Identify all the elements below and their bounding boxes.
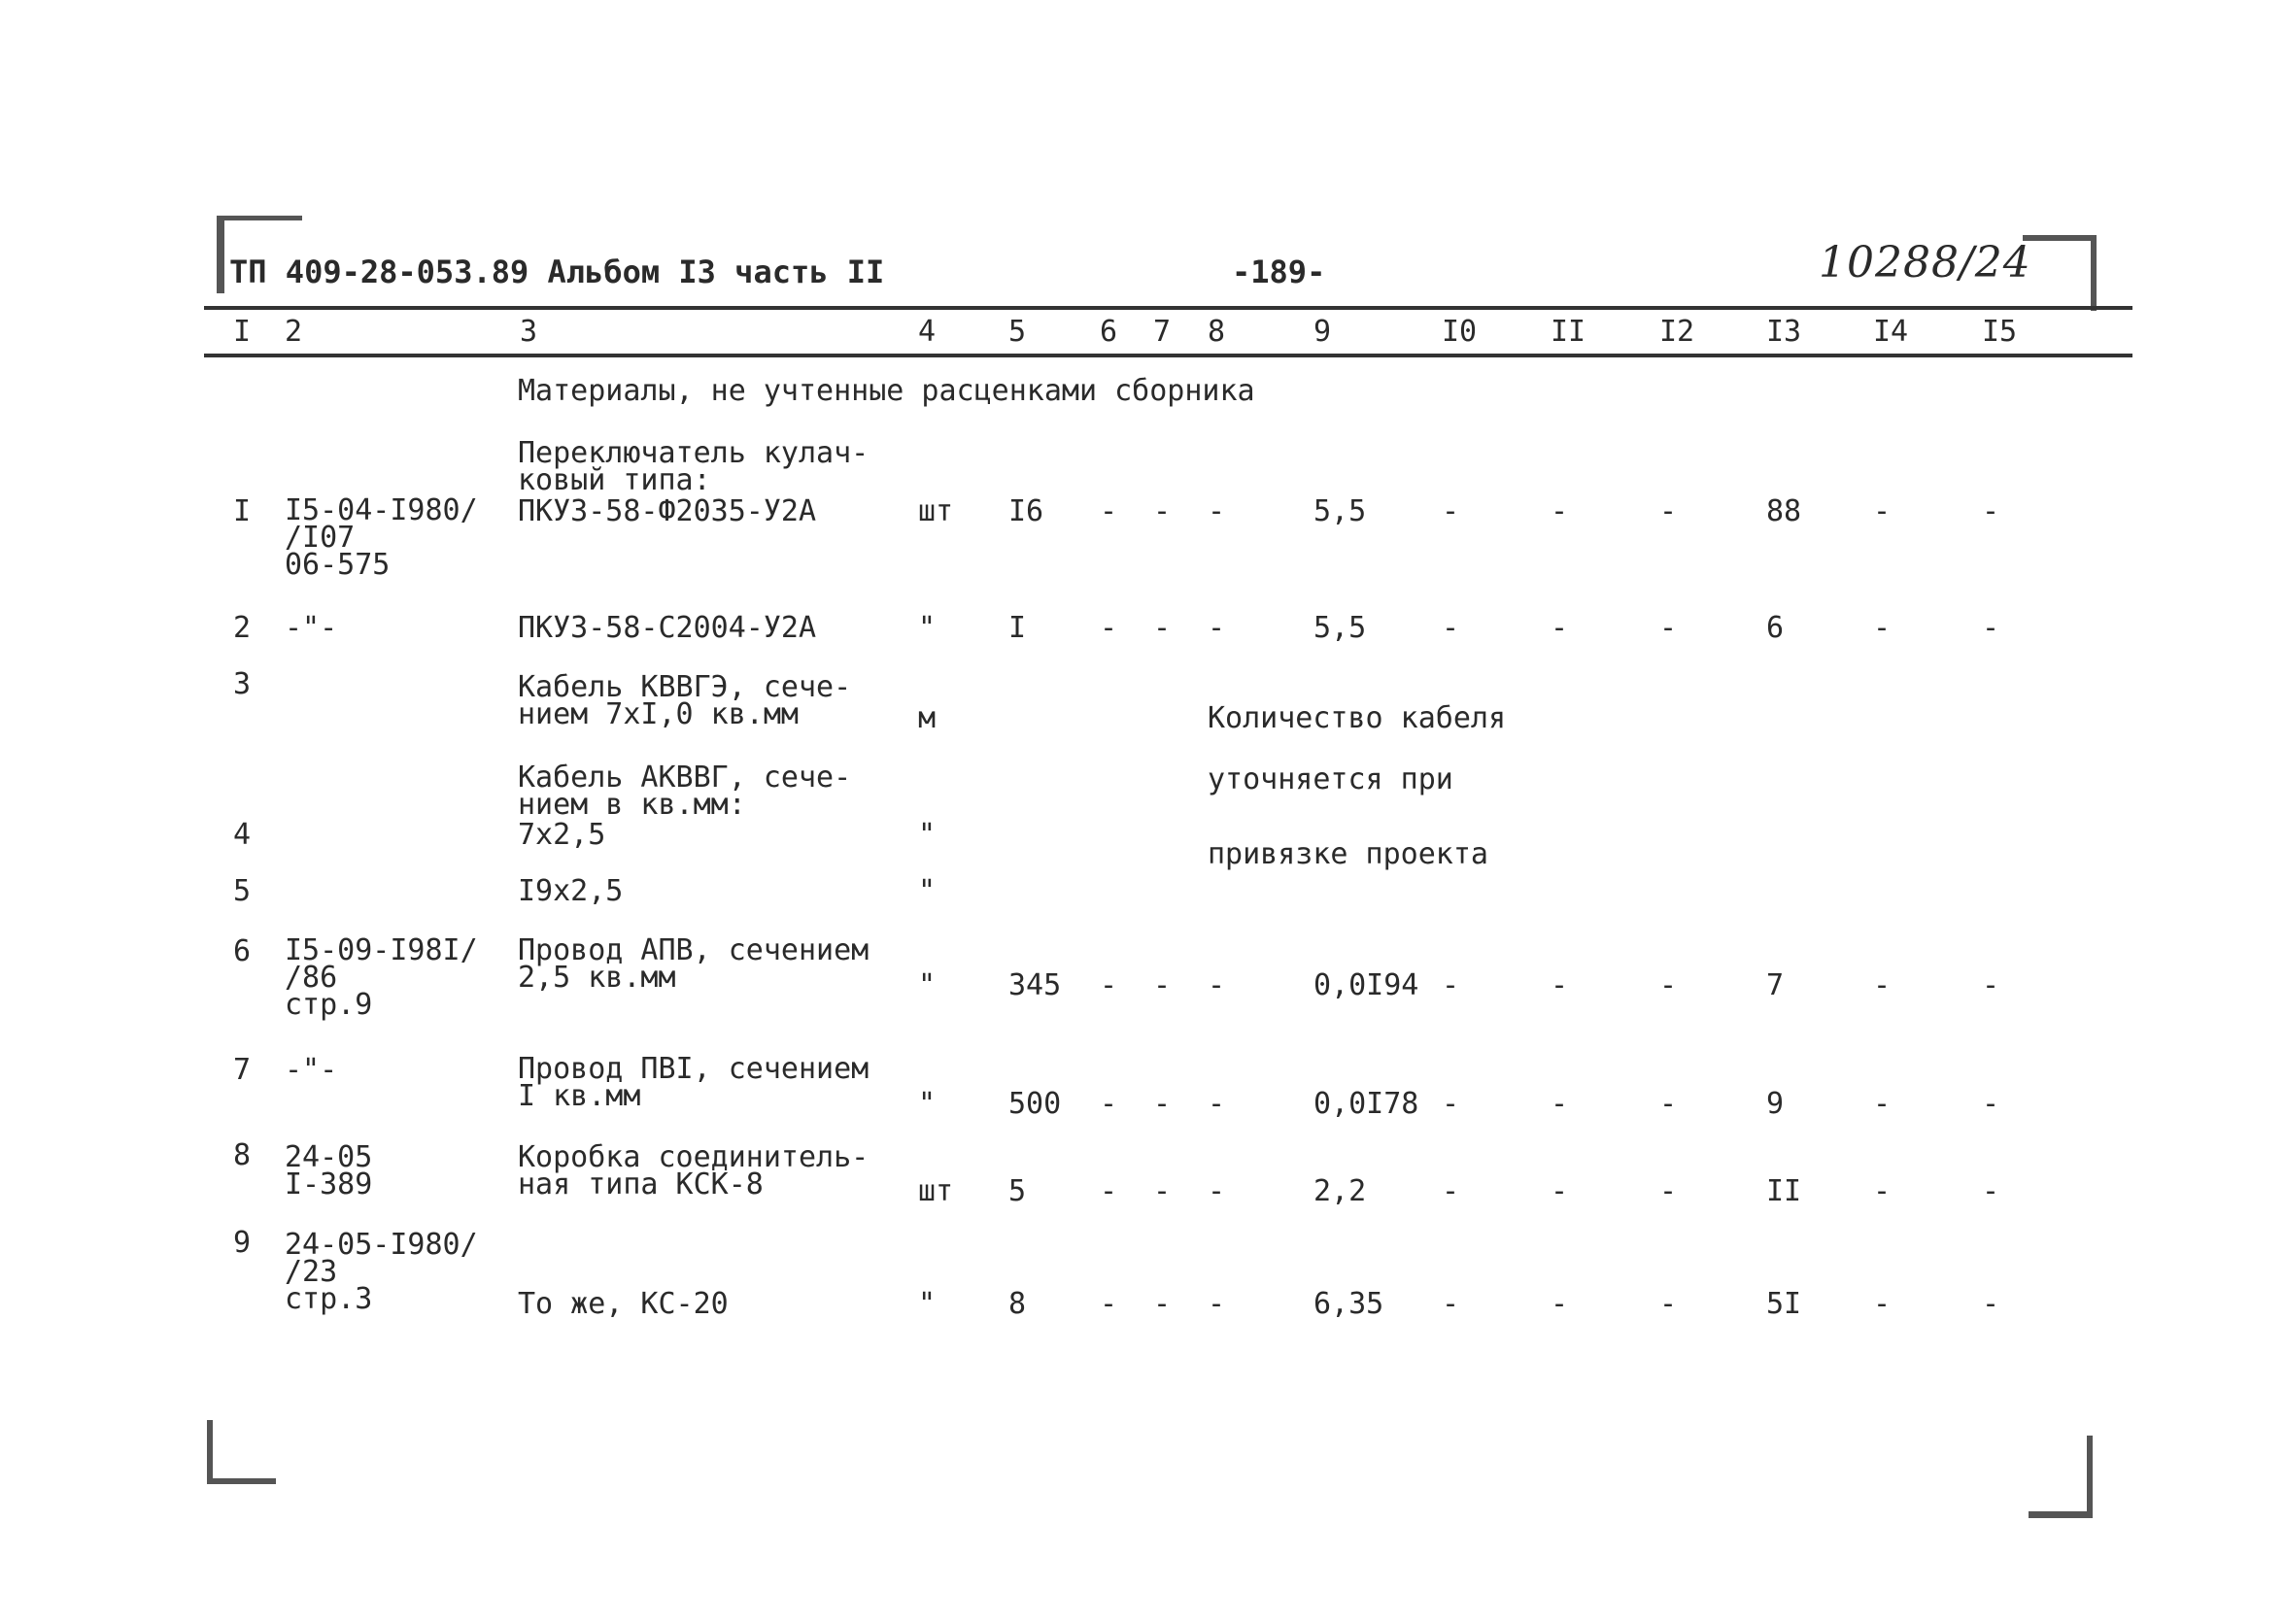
row-9-col6: - xyxy=(1100,1287,1118,1321)
row-8-col10: - xyxy=(1442,1174,1460,1208)
row-8-name: Коробка соединитель- ная типа КСК-8 xyxy=(518,1140,870,1201)
row-8-col15: - xyxy=(1982,1174,2000,1208)
row-7-col14: - xyxy=(1873,1087,1892,1121)
column-header-5: 5 xyxy=(1008,315,1027,349)
row-7-name: Провод ПВI, сечением I кв.мм xyxy=(518,1052,870,1113)
row-1-col13: 88 xyxy=(1766,494,1802,528)
row-7-col13: 9 xyxy=(1766,1087,1785,1121)
row-8-col9: 2,2 xyxy=(1313,1174,1367,1208)
row-1-col10: - xyxy=(1442,494,1460,528)
column-header-15: I5 xyxy=(1982,315,2018,349)
row-1-name-intro: Переключатель кулач- ковый типа: xyxy=(518,436,870,497)
document-title: ТП 409-28-053.89 Альбом I3 часть II xyxy=(229,254,885,290)
row-7-qty: 500 xyxy=(1008,1087,1062,1121)
row-4-number: 4 xyxy=(233,818,252,852)
row-9-col12: - xyxy=(1659,1287,1678,1321)
row-1-col9: 5,5 xyxy=(1313,494,1367,528)
frame-corner-bottom-right xyxy=(2029,1436,2093,1518)
row-2-number: 2 xyxy=(233,611,252,645)
row-7-col8: - xyxy=(1208,1087,1226,1121)
row-7-col15: - xyxy=(1982,1087,2000,1121)
row-6-col11: - xyxy=(1551,968,1569,1002)
row-2-name: ПКУЗ-58-С2004-У2А xyxy=(518,611,817,645)
row-6-col6: - xyxy=(1100,968,1118,1002)
row-3-number: 3 xyxy=(233,667,252,701)
row-2-col12: - xyxy=(1659,611,1678,645)
row-1-col7: - xyxy=(1153,494,1172,528)
row-1-col11: - xyxy=(1551,494,1569,528)
row-7-col12: - xyxy=(1659,1087,1678,1121)
row-9-qty: 8 xyxy=(1008,1287,1027,1321)
row-6-col13: 7 xyxy=(1766,968,1785,1002)
row-9-col8: - xyxy=(1208,1287,1226,1321)
row-1-col15: - xyxy=(1982,494,2000,528)
row-9-name: То же, КС-20 xyxy=(518,1287,729,1321)
column-header-12: I2 xyxy=(1659,315,1695,349)
row-6-col15: - xyxy=(1982,968,2000,1002)
row-8-reference: 24-05 I-389 xyxy=(285,1140,373,1201)
row-1-col8: - xyxy=(1208,494,1226,528)
column-header-8: 8 xyxy=(1208,315,1226,349)
cable-note-line-3: привязке проекта xyxy=(1208,837,1488,871)
column-header-1: I xyxy=(233,315,252,349)
row-1-reference: I5-04-I980/ /I07 06-575 xyxy=(285,493,478,582)
row-4-name: 7х2,5 xyxy=(518,818,606,852)
row-6-col8: - xyxy=(1208,968,1226,1002)
row-6-reference: I5-09-I98I/ /86 стр.9 xyxy=(285,933,478,1022)
row-9-col15: - xyxy=(1982,1287,2000,1321)
row-8-col12: - xyxy=(1659,1174,1678,1208)
row-6-qty: 345 xyxy=(1008,968,1062,1002)
header-rule-top xyxy=(204,306,2132,310)
row-8-qty: 5 xyxy=(1008,1174,1027,1208)
row-1-unit: шт xyxy=(918,494,954,528)
row-9-col13: 5I xyxy=(1766,1287,1802,1321)
row-7-number: 7 xyxy=(233,1053,252,1087)
row-2-col10: - xyxy=(1442,611,1460,645)
row-9-reference: 24-05-I980/ /23 стр.3 xyxy=(285,1228,478,1316)
row-7-col11: - xyxy=(1551,1087,1569,1121)
row-8-col7: - xyxy=(1153,1174,1172,1208)
row-2-col14: - xyxy=(1873,611,1892,645)
header-rule-bottom xyxy=(204,354,2132,357)
row-2-col6: - xyxy=(1100,611,1118,645)
row-2-col9: 5,5 xyxy=(1313,611,1367,645)
row-9-col7: - xyxy=(1153,1287,1172,1321)
row-2-col7: - xyxy=(1153,611,1172,645)
row-3-unit: м xyxy=(918,701,937,735)
row-6-number: 6 xyxy=(233,934,252,968)
column-header-2: 2 xyxy=(285,315,303,349)
frame-corner-top-right xyxy=(2023,235,2097,311)
row-9-col11: - xyxy=(1551,1287,1569,1321)
row-1-col14: - xyxy=(1873,494,1892,528)
row-2-col13: 6 xyxy=(1766,611,1785,645)
row-2-col15: - xyxy=(1982,611,2000,645)
row-6-col10: - xyxy=(1442,968,1460,1002)
row-9-col10: - xyxy=(1442,1287,1460,1321)
row-7-col6: - xyxy=(1100,1087,1118,1121)
row-7-col7: - xyxy=(1153,1087,1172,1121)
row-9-number: 9 xyxy=(233,1226,252,1260)
column-header-11: II xyxy=(1551,315,1586,349)
cable-note-line-1: Количество кабеля xyxy=(1208,701,1507,735)
row-2-unit: " xyxy=(918,611,937,645)
row-7-col9: 0,0I78 xyxy=(1313,1087,1419,1121)
row-1-col6: - xyxy=(1100,494,1118,528)
row-5-unit: " xyxy=(918,874,937,908)
row-4-unit: " xyxy=(918,818,937,852)
row-6-name: Провод АПВ, сечением 2,5 кв.мм xyxy=(518,933,870,995)
row-8-col13: II xyxy=(1766,1174,1802,1208)
row-6-unit: " xyxy=(918,968,937,1002)
row-6-col14: - xyxy=(1873,968,1892,1002)
row-1-number: I xyxy=(233,494,252,528)
row-2-qty: I xyxy=(1008,611,1027,645)
row-6-col12: - xyxy=(1659,968,1678,1002)
cable-note-line-2: уточняется при xyxy=(1208,762,1453,796)
row-2-reference: -"- xyxy=(285,611,338,645)
row-9-col9: 6,35 xyxy=(1313,1287,1384,1321)
column-header-10: I0 xyxy=(1442,315,1478,349)
row-1-qty: I6 xyxy=(1008,494,1044,528)
section-title: Материалы, не учтенные расценками сборника xyxy=(518,374,1255,408)
column-header-14: I4 xyxy=(1873,315,1909,349)
column-header-3: 3 xyxy=(520,315,538,349)
row-1-col12: - xyxy=(1659,494,1678,528)
row-8-col14: - xyxy=(1873,1174,1892,1208)
row-9-unit: " xyxy=(918,1287,937,1321)
row-7-reference: -"- xyxy=(285,1053,338,1087)
column-header-9: 9 xyxy=(1313,315,1332,349)
row-8-col8: - xyxy=(1208,1174,1226,1208)
archive-stamp: 10288/24 xyxy=(1819,238,2031,288)
row-8-col6: - xyxy=(1100,1174,1118,1208)
column-header-7: 7 xyxy=(1153,315,1172,349)
row-7-col10: - xyxy=(1442,1087,1460,1121)
row-2-col11: - xyxy=(1551,611,1569,645)
row-4-name-intro: Кабель АКВВГ, сече- нием в кв.мм: xyxy=(518,761,852,822)
row-3-name: Кабель КВВГЭ, сече- нием 7хI,0 кв.мм xyxy=(518,670,852,731)
row-9-col14: - xyxy=(1873,1287,1892,1321)
row-6-col7: - xyxy=(1153,968,1172,1002)
row-8-number: 8 xyxy=(233,1138,252,1172)
row-5-number: 5 xyxy=(233,874,252,908)
page-number: -189- xyxy=(1232,254,1326,290)
row-8-col11: - xyxy=(1551,1174,1569,1208)
frame-corner-bottom-left xyxy=(207,1420,276,1484)
row-7-unit: " xyxy=(918,1087,937,1121)
row-6-col9: 0,0I94 xyxy=(1313,968,1419,1002)
column-header-13: I3 xyxy=(1766,315,1802,349)
column-header-4: 4 xyxy=(918,315,937,349)
row-5-name: I9х2,5 xyxy=(518,874,624,908)
column-header-6: 6 xyxy=(1100,315,1118,349)
row-2-col8: - xyxy=(1208,611,1226,645)
row-1-name: ПКУЗ-58-Ф2035-У2А xyxy=(518,494,817,528)
row-8-unit: шт xyxy=(918,1174,954,1208)
